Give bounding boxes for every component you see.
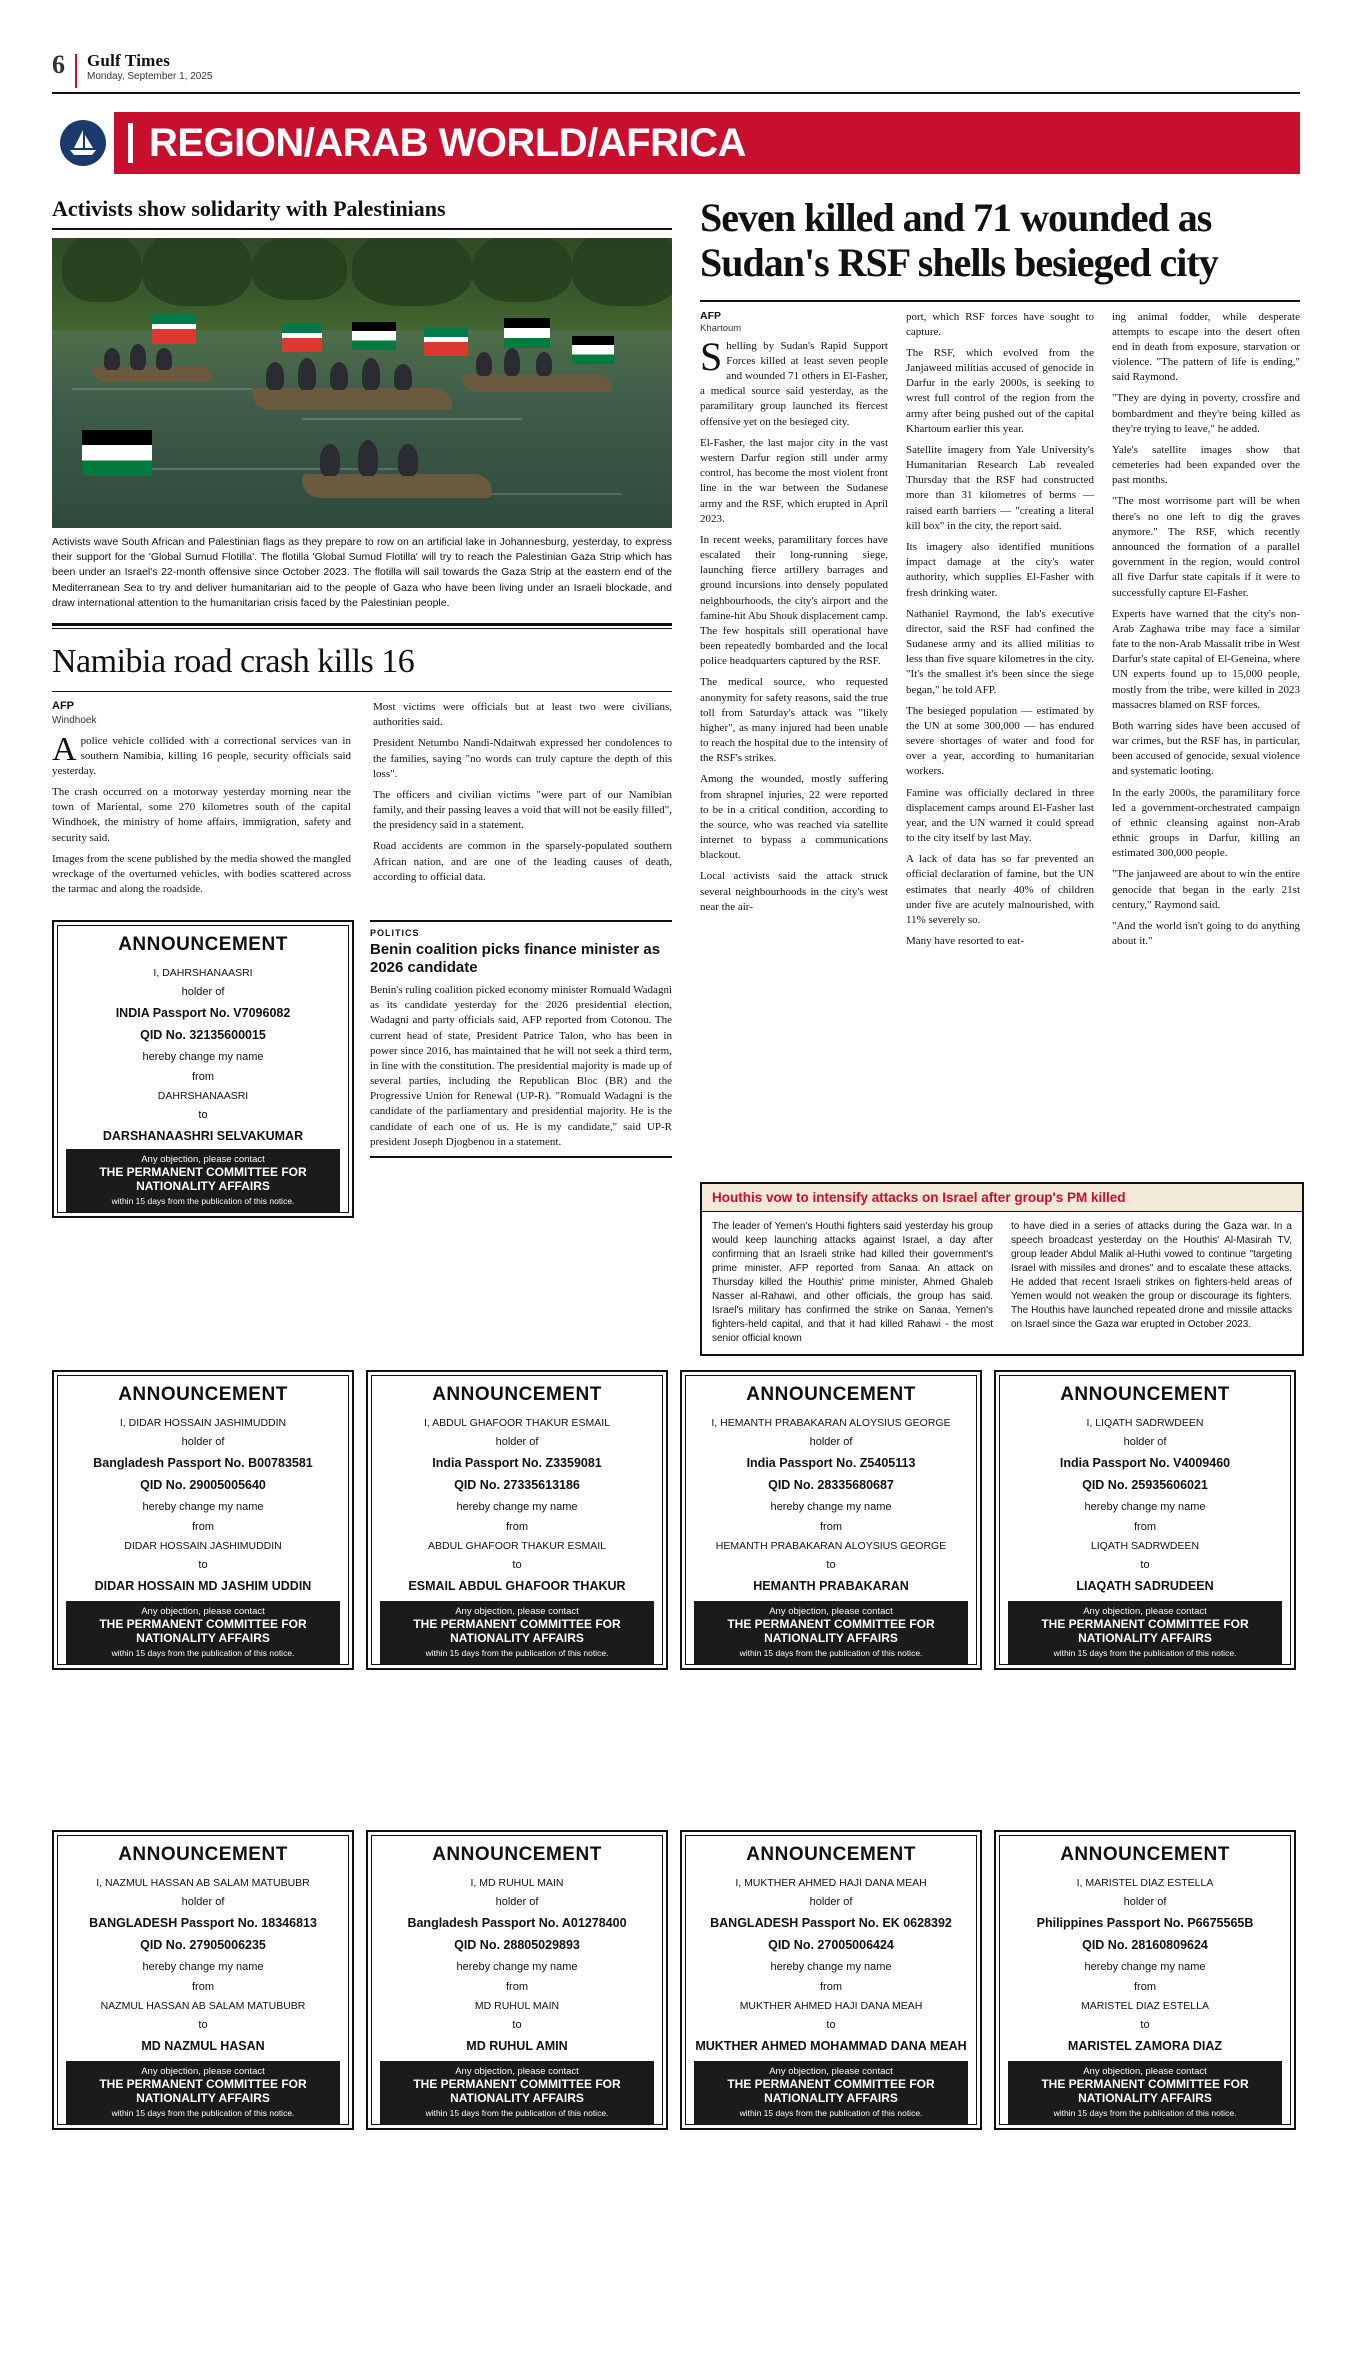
sudan-agency: AFP [700,309,721,322]
left-column [52,196,672,897]
footer-objection-label: Any objection, please contact [141,2066,265,2078]
announcement-title: ANNOUNCEMENT [118,934,288,955]
politics-paragraph: Benin's ruling coalition picked economy minister Romuald Wadagni as its candidate yesterday for the 2026 presidential election, Wadagni and party officials said, AFP reported from Cotonou. The current head of state, President Patrice Talon, who has been in power since 2016, has maintained that he will not seek a third term, in line with the constitution. The presidential majority is made up of several parties, including the Republican Bloc (BR) and the Progressive Union for Renewal (UP-R). "Romuald Wadagni is the candidate of the parliamentary and presidential majority. He is the candidate of each one of us. He is my candidate," said UP-R president Joseph Djogbenou in a statement. [370,984,672,1148]
announcement-from-label: from [506,1980,528,1993]
sudan-paragraph: Many have resorted to eat- [906,935,1024,948]
namibia-paragraph: The officers and civilian victims "were part of our Namibian family, and their passing leaves a void that will not be easily filled", the presidency said in a statement. [373,788,672,832]
publication-name: Gulf Times [87,51,171,70]
announcement-title: ANNOUNCEMENT [1060,1384,1230,1405]
namibia-agency: AFP [52,700,74,713]
footer-objection-label: Any objection, please contact [141,1606,265,1618]
photo-activists-boats [52,238,672,528]
announcement-to-label: to [198,2018,208,2031]
houthi-paragraph: The leader of Yemen's Houthi fighters said yesterday his group would keep launching attacks against Israel, a day after confirming that an Israeli strike had killed their government's prime minister. AFP reported from Sanaa. An attack on Thursday killed the Houthis' prime minister, Ahmed Ghaleb Nasser al-Rahawi, and other officials, the group has said. Israel's military has confirmed the strike on Sanaa, Yemen's fighters-held capital, and that it had killed Rahawi - the most senior official known [712,1221,993,1344]
announcement-qid: QID No. 27335613186 [454,1478,580,1493]
announcement-passport: BANGLADESH Passport No. 18346813 [89,1916,317,1930]
footer-deadline: within 15 days from the publication of this notice. [1053,1648,1237,1658]
announcement-declarant: I, DIDAR HOSSAIN JASHIMUDDIN [119,1417,287,1429]
announcement-qid: QID No. 27005006424 [768,1938,894,1953]
announcement-from-label: from [820,1520,842,1533]
announcement-footer [694,2061,968,2124]
announcement-declarant: I, NAZMUL HASSAN AB SALAM MATUBUBR [96,1877,310,1889]
announcement-change-label: hereby change my name [456,1960,578,1973]
announcement-card [52,920,354,1218]
announcement-to-label: to [1140,2018,1150,2031]
announcement-from-label: from [192,1980,214,1993]
announcement-title: ANNOUNCEMENT [118,1844,288,1865]
announcement-new-name: DARSHANAASHRI SELVAKUMAR [102,1128,304,1143]
announcement-holder-label: holder of [181,1896,225,1908]
masthead-rule [52,92,1300,94]
announcement-holder-label: holder of [495,1896,539,1908]
announcement-from-label: from [506,1520,528,1533]
sudan-body [700,310,1300,950]
announcement-footer [380,2061,654,2124]
houthi-headline: Houthis vow to intensify attacks on Israel after group's PM killed [702,1184,1302,1212]
announcement-passport: India Passport No. Z5405113 [746,1456,916,1470]
announcement-to-label: to [1140,1558,1150,1571]
announcement-passport: BANGLADESH Passport No. EK 0628392 [710,1916,952,1930]
announcement-passport: India Passport No. V4009460 [1059,1456,1231,1470]
announcement-card [994,1370,1296,1670]
footer-deadline: within 15 days from the publication of this notice. [425,1648,609,1658]
announcement-new-name: MD NAZMUL HASAN [141,2038,265,2053]
sudan-paragraph: "And the world isn't going to do anything about it." [1112,919,1300,948]
namibia-paragraph: Road accidents are common in the sparsely-populated southern African nation, and are one of the leading causes of death, according to official data. [373,840,672,883]
announcement-holder-label: holder of [1123,1436,1167,1448]
announcement-grid-row-1 [52,1370,1300,1670]
sudan-city: Khartoum [700,323,742,335]
sudan-paragraph: Among the wounded, mostly suffering from shrapnel injuries, 22 were reported to be in a critical condition, according to the source, who was reached via satellite internet to bypass a communications blackout. [700,773,888,862]
announcement-holder-label: holder of [181,986,225,998]
announcement-change-label: hereby change my name [770,1500,892,1513]
announcement-card [366,1830,668,2130]
footer-deadline: within 15 days from the publication of this notice. [111,1196,295,1206]
namibia-city: Windhoek [52,714,97,726]
sudan-paragraph: The besieged population — estimated by the UN at some 300,000 — has endured severe shortages of water and food for over a year, according to humanitarian workers. [906,704,1094,778]
sudan-paragraph: In recent weeks, paramilitary forces have escalated their long-running siege, launching fierce artillery barrages and ground incursions into densely populated neighbourhoods, the city's airport and the famine-hit Abu Shouk displacement camp. The few hospitals still operational have been repeatedly bombarded and the local police headquarters captured by the RSF. [700,533,888,668]
announcement-qid: QID No. 27905006235 [140,1938,266,1953]
announcement-holder-label: holder of [1123,1896,1167,1908]
announcement-footer [66,1601,340,1664]
announcement-to-label: to [826,1558,836,1571]
houthi-story [700,1182,1304,1356]
sudan-rule [700,300,1300,302]
sudan-paragraph: "The most worrisome part will be when there's no one left to dig the graves anymore." The RSF, which recently announced the formation of a parallel government in the region, would control all five Darfur state capitals if it were to successfully capture El-Fasher. [1112,495,1300,599]
announcement-from-label: from [192,1520,214,1533]
sudan-paragraph: A lack of data has so far prevented an official declaration of famine, but the UN estimates that nearly 40% of children under five are acutely malnourished, with 11% severely so. [906,853,1094,926]
photo-caption: Activists wave South African and Palestinian flags as they prepare to row on an artificial lake in Johannesburg, yesterday, to express their support for the 'Global Sumud Flotilla'. The flotilla 'Global Sumud Flotilla' will try to reach the Palestinian Gaza Strip which has been under an Israel's 22-month offensive since October 2023. The flotilla will sail towards the Gaza Strip at the eastern end of the Mediterranean Sea to try and deliver humanitarian aid to the people of Gaza who have been living under an Israeli blockade, and draw international attention to the humanitarian crisis faced by the Palestinian people. [52,536,672,609]
sudan-paragraph: Shelling by Sudan's Rapid Support Forces killed at least seven people and wounded 71 others in El-Fasher, a medical source said yesterday, as the paramilitary group launched its fiercest offensive yet on the besieged city. [700,333,888,428]
announcement-card [52,1370,354,1670]
sudan-byline [700,310,888,335]
announcement-passport: INDIA Passport No. V7096082 [115,1006,291,1020]
announcement-holder-label: holder of [809,1436,853,1448]
divider-thick [52,623,672,626]
sudan-headline: Seven killed and 71 wounded as Sudan's RSF shells besieged city [700,195,1218,285]
announcement-qid: QID No. 28805029893 [454,1938,580,1953]
right-column [700,196,1300,949]
footer-objection-label: Any objection, please contact [769,2066,893,2078]
announcement-new-name: HEMANTH PRABAKARAN [753,1578,909,1593]
announcement-card [680,1370,982,1670]
announcement-old-name: DIDAR HOSSAIN JASHIMUDDIN [124,1539,282,1552]
announcement-change-label: hereby change my name [1084,1960,1206,1973]
footer-committee: THE PERMANENT COMMITTEE FOR NATIONALITY AFFAIRS [99,1165,307,1194]
footer-objection-label: Any objection, please contact [455,2066,579,2078]
announcement-footer [380,1601,654,1664]
announcement-declarant: I, DAHRSHANAASRI [153,967,253,979]
dhow-boat-icon [60,120,106,166]
sudan-paragraph: The medical source, who requested anonymity for safety reasons, said the true toll from Saturday's attack was "likely higher", as many injured had been unable to reach the hospital due to the intensity of the RSF's strikes. [700,676,888,765]
announcement-passport: Bangladesh Passport No. B00783581 [93,1456,313,1470]
announcement-new-name: MARISTEL ZAMORA DIAZ [1067,2038,1223,2053]
announcement-change-label: hereby change my name [770,1960,892,1973]
masthead-divider [75,54,77,88]
announcement-footer [66,1149,340,1212]
announcement-card [680,1830,982,2130]
announcement-grid-row-2 [52,1830,1300,2130]
announcement-old-name: DAHRSHANAASRI [157,1089,249,1102]
publication-date: Monday, September 1, 2025 [87,70,213,82]
announcement-title: ANNOUNCEMENT [432,1384,602,1405]
announcement-old-name: ABDUL GHAFOOR THAKUR ESMAIL [428,1539,606,1552]
footer-committee: THE PERMANENT COMMITTEE FOR NATIONALITY AFFAIRS [413,2077,621,2106]
section-title: REGION/ARAB WORLD/AFRICA [149,120,746,165]
announcement-qid: QID No. 28160809624 [1082,1938,1208,1953]
footer-deadline: within 15 days from the publication of this notice. [425,2108,609,2118]
footer-committee: THE PERMANENT COMMITTEE FOR NATIONALITY AFFAIRS [99,1617,307,1646]
announcement-card [366,1370,668,1670]
announcement-old-name: MD RUHUL MAIN [474,1999,560,2012]
sudan-paragraph: In the early 2000s, the paramilitary force led a government-orchestrated campaign of ethnic cleansing against non-Arab ethnic groups in Darfur, killing an estimated 300,000 people. [1112,786,1300,860]
sudan-paragraph: Both warring sides have been accused of war crimes, but the RSF has, in particular, been accused of genocide, sexual violence and systematic looting. [1112,719,1300,778]
sudan-paragraph: Local activists said the attack struck several neighbourhoods in the city's west near the air- [700,870,888,913]
namibia-byline [52,700,351,728]
announcement-from-label: from [820,1980,842,1993]
page-number: 6 [52,50,65,79]
announcement-new-name: ESMAIL ABDUL GHAFOOR THAKUR [408,1578,626,1593]
announcement-qid: QID No. 25935606021 [1082,1478,1208,1493]
announcement-footer [1008,2061,1282,2124]
sudan-paragraph: Yale's satellite images show that cemeteries had been expanded over the past months. [1112,443,1300,487]
footer-objection-label: Any objection, please contact [1083,2066,1207,2078]
divider [52,691,672,692]
footer-committee: THE PERMANENT COMMITTEE FOR NATIONALITY AFFAIRS [727,2077,935,2106]
announcement-old-name: NAZMUL HASSAN AB SALAM MATUBUBR [100,1999,306,2012]
sudan-paragraph: port, which RSF forces have sought to capture. [906,310,1094,338]
announcement-holder-label: holder of [495,1436,539,1448]
announcement-from-label: from [1134,1520,1156,1533]
announcement-from-label: from [1134,1980,1156,1993]
namibia-paragraph: Apolice vehicle collided with a correctional services van in southern Namibia, killing 16 people, security officials said yesterday. [52,730,351,777]
namibia-paragraph: Images from the scene published by the media showed the mangled wreckage of the overturned vehicles, with bodies scattered across the tarmac and along the roadside. [52,852,351,896]
namibia-headline: Namibia road crash kills 16 [52,643,415,681]
announcement-declarant: I, MD RUHUL MAIN [470,1877,564,1889]
politics-story [370,920,672,1158]
announcement-passport: Bangladesh Passport No. A01278400 [407,1916,627,1930]
footer-objection-label: Any objection, please contact [141,1154,265,1166]
masthead [52,52,212,88]
footer-objection-label: Any objection, please contact [769,1606,893,1618]
announcement-old-name: MARISTEL DIAZ ESTELLA [1081,1999,1209,2012]
footer-objection-label: Any objection, please contact [1083,1606,1207,1618]
announcement-declarant: I, ABDUL GHAFOOR THAKUR ESMAIL [423,1417,611,1429]
sudan-paragraph: ing animal fodder, while desperate attempts to escape into the desert often end in death from exposure, starvation or violence. "The pattern of life is ending," said Raymond. [1112,310,1300,384]
announcement-card [52,1830,354,2130]
announcement-declarant: I, MUKTHER AHMED HAJI DANA MEAH [735,1877,927,1889]
houthi-paragraph: to have died in a series of attacks during the Gaza war. In a speech broadcast yesterday on the Houthis' Al-Masirah TV, group leader Abdul Malik al-Huthi vowed to continue "targeting Israel with missiles and drones" and to escalate these attacks. He added that recent Israeli strikes on fighters-held areas of Yemen would not weaken the group or discourage its fighters. The Houthis have launched repeated drone and missile attacks on Israel since the Gaza war erupted in October 2023. [1011,1221,1292,1330]
section-banner [52,112,1300,174]
announcement-title: ANNOUNCEMENT [1060,1844,1230,1865]
announcement-new-name: MUKTHER AHMED MOHAMMAD DANA MEAH [695,2038,967,2053]
announcement-change-label: hereby change my name [142,1960,264,1973]
announcement-footer [1008,1601,1282,1664]
announcement-new-name: MD RUHUL AMIN [466,2038,568,2053]
announcement-old-name: MUKTHER AHMED HAJI DANA MEAH [739,1999,923,2012]
sudan-paragraph: "The janjaweed are about to win the entire genocide that began in the early 21st century," Raymond said. [1112,868,1300,911]
footer-deadline: within 15 days from the publication of this notice. [739,2108,923,2118]
announcement-to-label: to [512,2018,522,2031]
footer-deadline: within 15 days from the publication of this notice. [739,1648,923,1658]
politics-kicker: POLITICS [370,928,420,938]
sudan-paragraph: The RSF, which evolved from the Janjaweed militias accused of genocide in Darfur in the early 2000s, is seeking to wrest full control of the region from the army after being pushed out of the capital Khartoum earlier this year. [906,346,1094,435]
footer-committee: THE PERMANENT COMMITTEE FOR NATIONALITY AFFAIRS [1041,1617,1249,1646]
announcement-declarant: I, HEMANTH PRABAKARAN ALOYSIUS GEORGE [711,1417,951,1429]
announcement-holder-label: holder of [809,1896,853,1908]
footer-committee: THE PERMANENT COMMITTEE FOR NATIONALITY AFFAIRS [99,2077,307,2106]
footer-deadline: within 15 days from the publication of this notice. [111,2108,295,2118]
announcement-footer [694,1601,968,1664]
announcement-change-label: hereby change my name [142,1050,264,1063]
announcement-change-label: hereby change my name [142,1500,264,1513]
announcement-passport: Philippines Passport No. P6675565B [1036,1916,1254,1930]
announcement-qid: QID No. 32135600015 [140,1028,266,1043]
announcement-title: ANNOUNCEMENT [118,1384,288,1405]
photo-headline: Activists show solidarity with Palestinians [52,196,672,230]
announcement-change-label: hereby change my name [456,1500,578,1513]
announcement-qid: QID No. 28335680687 [768,1478,894,1493]
sudan-paragraph: El-Fasher, the last major city in the vast western Darfur region still under army control, has become the most violent front line in the war between the Sudanese army and the RSF, which erupted in April 2023. [700,436,888,525]
announcement-declarant: I, LIQATH SADRWDEEN [1086,1417,1204,1429]
footer-committee: THE PERMANENT COMMITTEE FOR NATIONALITY AFFAIRS [1041,2077,1249,2106]
namibia-paragraph: The crash occurred on a motorway yesterday morning near the town of Mariental, some 270 kilometres south of the capital Windhoek, the ministry of home affairs, immigration, safety and security said. [52,786,351,844]
footer-deadline: within 15 days from the publication of this notice. [1053,2108,1237,2118]
announcement-title: ANNOUNCEMENT [746,1384,916,1405]
sudan-paragraph: Famine was officially declared in three displacement camps around El-Fasher last year, and the UN warned it could spread to the city itself by last May. [906,786,1094,845]
sudan-paragraph: "They are dying in poverty, crossfire and bombardment and they're being killed as they're trying to leave," he added. [1112,392,1300,435]
announcement-to-label: to [198,1108,208,1121]
announcement-new-name: DIDAR HOSSAIN MD JASHIM UDDIN [94,1578,312,1593]
announcement-from-label: from [192,1070,214,1083]
footer-committee: THE PERMANENT COMMITTEE FOR NATIONALITY AFFAIRS [727,1617,935,1646]
announcement-new-name: LIAQATH SADRUDEEN [1076,1578,1214,1593]
footer-deadline: within 15 days from the publication of this notice. [111,1648,295,1658]
namibia-paragraph: Most victims were officials but at least two were civilians, authorities said. [373,701,672,729]
divider-thin [52,628,672,629]
announcement-title: ANNOUNCEMENT [432,1844,602,1865]
announcement-old-name: LIQATH SADRWDEEN [1090,1539,1200,1552]
announcement-declarant: I, MARISTEL DIAZ ESTELLA [1076,1877,1214,1889]
announcement-change-label: hereby change my name [1084,1500,1206,1513]
announcement-card [994,1830,1296,2130]
banner-accent-bar [128,123,133,163]
announcement-to-label: to [826,2018,836,2031]
sudan-paragraph: Nathaniel Raymond, the lab's executive director, said the RSF had confined the Sudanese army and its allied militias to less than five square kilometres in the city. "It's the smallest it's been since the siege began," he told AFP. [906,607,1094,696]
sudan-paragraph: Satellite imagery from Yale University's Humanitarian Research Lab revealed Thursday that the RSF had constructed more than 31 kilometres of berms — raised earth barriers — "creating a literal kill box" in the city, the report said. [906,443,1094,532]
footer-objection-label: Any objection, please contact [455,1606,579,1618]
announcement-footer [66,2061,340,2124]
announcement-holder-label: holder of [181,1436,225,1448]
announcement-qid: QID No. 29005005640 [140,1478,266,1493]
announcement-passport: India Passport No. Z3359081 [432,1456,602,1470]
sudan-paragraph: Its imagery also identified munitions impact damage at the city's water authority, which supplies El-Fasher with fresh drinking water. [906,541,1094,599]
announcement-to-label: to [198,1558,208,1571]
politics-headline: Benin coalition picks finance minister as 2026 candidate [370,941,661,976]
announcement-title: ANNOUNCEMENT [746,1844,916,1865]
namibia-paragraph: President Netumbo Nandi-Ndaitwah expressed her condolences to the families, saying "no words can truly capture the depth of this loss". [373,737,672,780]
namibia-body [52,700,672,897]
sudan-paragraph: Experts have warned that the city's non-Arab Zaghawa tribe may face a similar fate to the non-Arab Massalit tribe in West Darfur's state capital of El-Geneina, where UN experts found up to 15,000 people, mostly from the tribe, were killed in 2023 massacres blamed on RSF forces. [1112,607,1300,711]
announcement-old-name: HEMANTH PRABAKARAN ALOYSIUS GEORGE [715,1539,947,1552]
announcement-to-label: to [512,1558,522,1571]
banner-logo [52,112,114,174]
footer-committee: THE PERMANENT COMMITTEE FOR NATIONALITY AFFAIRS [413,1617,621,1646]
